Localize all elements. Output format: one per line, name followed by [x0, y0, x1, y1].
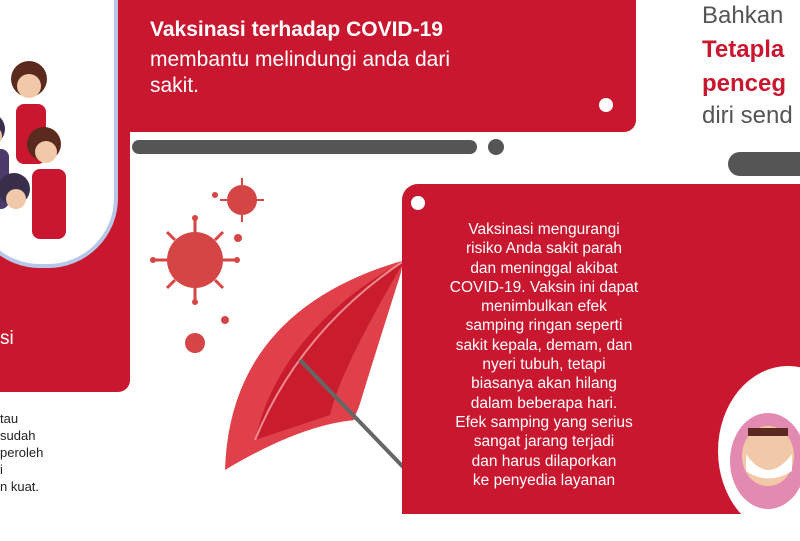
gray-divider-bar — [132, 140, 477, 154]
side-effects-text: Vaksinasi mengurangi risiko Anda sakit parah dan meninggal akibat COVID-19. Vaksin ini dapat menimbulkan efek samping ringan seperti sakit kepala, demam, dan nyeri tubuh, tetapi biasanya akan hilang dalam beberapa hari. Efek samping yang serius sangat jarang terjadi dan harus dilaporkan ke penyedia layanan — [449, 221, 639, 489]
shield-illustration — [0, 0, 118, 268]
right-card-line: Bahkan — [702, 2, 784, 29]
left-line: sudah — [0, 428, 36, 443]
left-line: peroleh — [0, 445, 44, 460]
avatar — [718, 366, 800, 536]
left-line: tau — [0, 411, 19, 426]
right-card-line: penceg — [702, 70, 787, 97]
decorative-dot — [411, 196, 425, 210]
right-gray-bar — [728, 152, 800, 176]
people-group-illustration — [0, 0, 114, 264]
right-card-line: diri send — [702, 102, 793, 129]
left-line: i — [0, 462, 3, 477]
left-line: n kuat. — [0, 479, 40, 494]
left-panel-fragment: si — [0, 328, 14, 349]
gray-divider-dot — [488, 139, 504, 155]
top-card-title: Vaksinasi terhadap COVID-19 — [150, 18, 443, 41]
left-body-text — [0, 410, 43, 495]
top-card-subtitle: membantu melindungi anda dari sakit. — [150, 48, 451, 97]
right-card-line: Tetapla — [702, 36, 785, 63]
virus-umbrella-illustration — [150, 170, 440, 500]
virus-icon — [220, 178, 264, 222]
masked-person-icon — [718, 366, 800, 536]
virus-icon — [150, 215, 240, 305]
decorative-dot — [599, 98, 613, 112]
